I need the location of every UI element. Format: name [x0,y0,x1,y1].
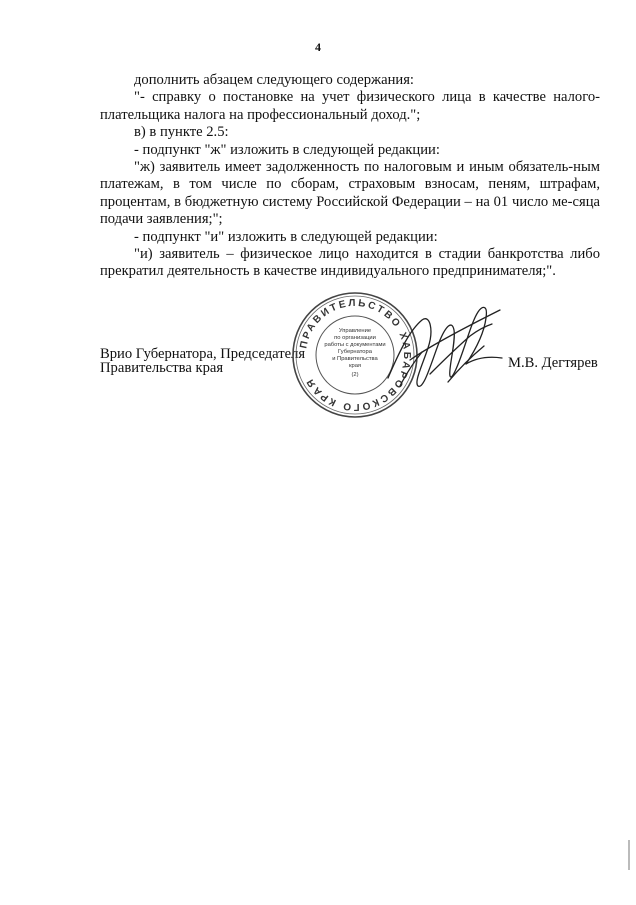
signatory-position-line1: Врио Губернатора, Председателя [100,346,306,362]
paragraph-7: "и) заявитель – физическое лицо находится в стадии банкротства либо прекратил деятельность в качестве индивидуального предпринимателя;". [100,246,600,280]
seal-center-line: и Правительства [332,356,378,362]
scan-edge-mark [628,840,630,870]
paragraph-3: в) в пункте 2.5: [134,124,229,141]
handwritten-signature [370,290,510,405]
signatory-position [100,347,305,375]
seal-center-line: Губернатора [338,349,372,355]
page-number: 4 [315,40,321,54]
seal-center-line: Управление [338,328,372,334]
seal-ring-text: ПРАВИТЕЛЬСТВО ХАБАРОВСКОГО КРАЯ [298,297,413,413]
paragraph-5: "ж) заявитель имеет задолженность по налоговым и иным обязатель-ным платежам, в том числе по сборам, страховым взносам, пеням, штрафам, процентам, в бюджетную систему Российской Федерации – на 01 число ме-сяца подачи заявления;"; [100,159,600,228]
document-body [100,72,600,281]
signatory-position-line2: Правительства края [100,360,224,376]
seal-center-line: работы с документами [324,342,386,348]
seal-center-line: (2) [351,372,359,378]
paragraph-4: - подпункт "ж" изложить в следующей редакции: [134,141,440,158]
paragraph-6: - подпункт "и" изложить в следующей редакции: [134,228,438,245]
paragraph-1: дополнить абзацем следующего содержания: [134,72,414,88]
signatory-name: М.В. Дегтярев [508,355,598,371]
seal-center-line: края [348,363,362,369]
paragraph-2: "- справку о постановке на учет физического лица в качестве налого-плательщика налога на профессиональный доход."; [100,89,600,123]
seal-center-line: по организации [334,335,376,341]
